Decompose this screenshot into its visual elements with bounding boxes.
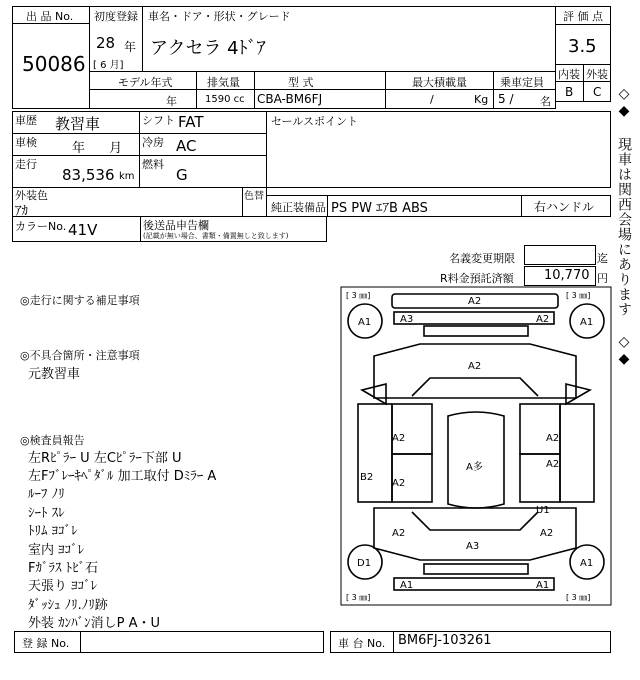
lot-label: 出 品 No. [26,10,74,23]
mileage-value: 83,536 [62,166,115,184]
mark-front-right: A2 [536,314,550,325]
mileage-unit: km [119,171,135,182]
inspector-line: 天張り ﾖｺﾞﾚ [28,579,98,594]
color-change-label: 色替 [244,191,264,202]
fuel-value: G [176,166,188,184]
eval-label: 評 価 点 [563,10,603,23]
defect-notes-text: 元教習車 [28,367,81,382]
inspector-line: Fｶﾞﾗｽ ﾄﾋﾞ石 [28,561,99,576]
after-docs-note: (記載が無い場合、書類・備置無しと致します) [143,232,289,240]
mark-left-front-door: A2 [392,478,406,489]
exterior-grade: C [593,85,602,99]
car-damage-diagram [340,286,612,606]
car-name: アクセラ 4ﾄﾞｱ [150,38,266,59]
exterior-label: 外装 [586,68,608,81]
mark-rear-left: A1 [400,580,414,591]
tire-depth-bottom-left: [ 3 ㎜] [346,593,371,602]
recycle-unit: 円 [597,272,608,285]
first-reg-label: 初度登録 [94,10,138,23]
eval-score: 3.5 [568,36,597,57]
inspector-line: ﾙｰﾌ ﾉﾘ [28,487,65,502]
mark-roof: A多 [466,462,483,473]
displacement-label: 排気量 [207,76,240,89]
reg-year-unit: 年 [124,40,137,54]
shift-value: FAT [178,113,204,131]
inspector-report-title: ◎検査員報告 [20,434,85,447]
maxload-unit: Kg [474,93,489,106]
color-no-value: 41V [68,221,98,239]
side-banner-text: ◇◆ 現車は関西会場にあります ◇◆ [616,86,632,368]
driving-notes-title: ◎走行に関する補足事項 [20,294,140,307]
mark-front-left: A3 [400,314,414,325]
inspector-line: ｼｰﾄ ｽﾚ [28,506,65,521]
mark-right-pillar: U1 [536,505,550,516]
inspector-line: ﾄﾘﾑ ﾖｺﾞﾚ [28,524,78,539]
tire-depth-top-left: [ 3 ㎜] [346,291,371,300]
mark-left-rear-wheel: D1 [357,558,372,569]
reg-year: 28 [96,34,116,52]
mark-right-front-wheel: A1 [580,317,594,328]
mark-top-bumper: A2 [468,296,482,307]
displacement-value: 1590 cc [205,94,245,105]
mark-left-front-wheel: A1 [358,317,372,328]
name-change-label: 名義変更期限 [449,252,515,265]
inspector-line: ﾀﾞｯｼｭ ﾉﾘ.ﾉﾘ跡 [28,598,108,613]
maxload-label: 最大積載量 [412,76,467,89]
mark-trunk: A3 [466,541,480,552]
inspector-line: 室内 ﾖｺﾞﾚ [28,543,85,558]
tire-depth-top-right: [ 3 ㎜] [566,291,591,300]
sales-point-label: セールスポイント [271,115,359,128]
maxload-slash: / [430,93,434,106]
recycle-value: 10,770 [544,268,590,283]
name-change-unit: 迄 [597,252,608,265]
mark-right-rear-fender: A2 [540,528,554,539]
mark-left-fender: A2 [392,433,406,444]
shift-label: シフト [142,114,175,127]
history-value: 教習車 [55,115,101,133]
registration-label: 登 録 No. [22,637,70,650]
mark-right-rear-wheel: A1 [580,558,594,569]
inspector-line: 左Rﾋﾟﾗｰ U 左Cﾋﾟﾗｰ下部 U [28,451,182,466]
defect-notes-title: ◎不具合箇所・注意事項 [20,349,140,362]
history-label: 車歴 [15,114,37,127]
ac-value: AC [176,137,197,155]
name-change-box [524,245,596,265]
chassis-label: 車 台 No. [338,637,386,650]
mark-right-front-door: A2 [546,459,560,470]
color-no-label: カラーNo. [15,220,67,233]
type-label: 型 式 [288,76,314,89]
capacity-unit: 名 [540,95,551,108]
tire-depth-bottom-right: [ 3 ㎜] [566,593,591,602]
interior-label: 内装 [558,68,580,81]
mark-rear-right: A1 [536,580,550,591]
equip-value: PS PW ｴｱB ABS [331,201,428,216]
type-value: CBA-BM6FJ [257,92,323,106]
model-year-unit: 年 [166,95,177,108]
mark-left-pillar: B2 [360,472,374,483]
recycle-label: R料金預託済額 [440,272,514,285]
inspector-line: 外装 ｶﾝﾊﾞﾝ消しP A・U [28,616,161,631]
mark-right-fender: A2 [546,433,560,444]
inspection-label: 車検 [15,136,37,149]
inspection-value: 年 月 [72,141,123,156]
interior-grade: B [565,85,574,99]
mark-left-rear-door: A2 [392,528,406,539]
steering-value: 右ハンドル [534,200,595,214]
ext-color-value: ｱｶ [15,204,28,219]
chassis-value: BM6FJ-103261 [398,633,492,648]
ext-color-box [12,187,267,217]
car-name-label: 車名・ドア・形状・グレード [148,10,291,23]
model-year-label: モデル年式 [118,76,173,89]
capacity-value: 5 / [498,92,514,106]
after-docs-label: 後送品申告欄 [143,219,209,232]
lot-number: 50086 [22,52,86,76]
ext-color-label: 外装色 [15,189,48,202]
reg-month: [ 6 月] [93,60,124,71]
mileage-label: 走行 [15,158,37,171]
fuel-label: 燃料 [142,158,164,171]
inspector-line: 左Fﾌﾞﾚｰｷﾍﾟﾀﾞﾙ 加工取付 Dﾐﾗｰ A [28,469,217,484]
mark-hood: A2 [468,361,482,372]
equip-label: 純正装備品 [271,201,326,214]
capacity-label: 乗車定員 [500,76,544,89]
ac-label: 冷房 [142,136,164,149]
